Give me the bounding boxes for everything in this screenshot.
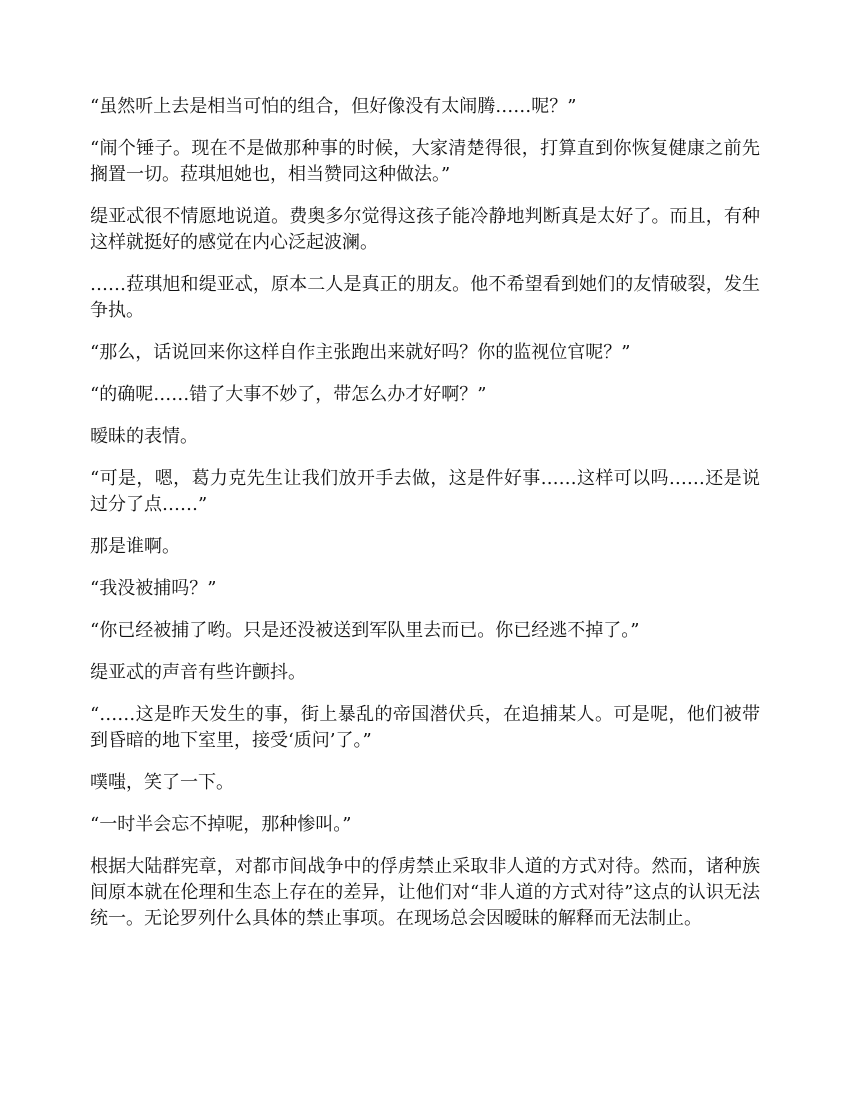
paragraph: 那是谁啊。: [90, 536, 180, 557]
paragraph: “……这是昨天发生的事，街上暴乱的帝国潜伏兵，在追捕某人。可是呢，他们被带到昏暗的地下室里，接受‘质问’了。”: [90, 704, 760, 751]
paragraph: “可是，嗯，葛力克先生让我们放开手去做，这是件好事……这样可以吗……还是说过分了点……”: [90, 468, 760, 515]
paragraph: 噗嗤，笑了一下。: [90, 772, 234, 793]
paragraph: ……菈琪旭和缇亚忒，原本二人是真正的朋友。他不希望看到她们的友情破裂，发生争执。: [90, 274, 760, 321]
paragraph: 缇亚忒很不情愿地说道。费奥多尔觉得这孩子能冷静地判断真是太好了。而且，有种这样就挺好的感觉在内心泛起波澜。: [90, 206, 760, 253]
paragraph: “一时半会忘不掉呢，那种惨叫。”: [90, 814, 352, 835]
paragraph: “闹个锤子。现在不是做那种事的时候，大家清楚得很，打算直到你恢复健康之前先搁置一切。菈琪旭她也，相当赞同这种做法。”: [90, 138, 760, 185]
paragraph: “我没被捕吗？”: [90, 578, 217, 599]
paragraph: 缇亚忒的声音有些许颤抖。: [90, 662, 306, 683]
paragraph: “虽然听上去是相当可怕的组合，但好像没有太闹腾……呢？”: [90, 96, 577, 117]
paragraph: 暧昧的表情。: [90, 426, 198, 447]
paragraph: 根据大陆群宪章，对都市间战争中的俘虏禁止采取非人道的方式对待。然而，诸种族间原本就在伦理和生态上存在的差异，让他们对“非人道的方式对待”这点的认识无法统一。无论罗列什么具体的禁止事项。在现场总会因暧昧的解释而无法制止。: [90, 856, 760, 929]
document-body: [90, 94, 760, 948]
paragraph: “的确呢……错了大事不妙了，带怎么办才好啊？”: [90, 384, 487, 405]
paragraph: “那么，话说回来你这样自作主张跑出来就好吗？你的监视位官呢？”: [90, 342, 631, 363]
paragraph: “你已经被捕了哟。只是还没被送到军队里去而已。你已经逃不掉了。”: [90, 620, 640, 641]
